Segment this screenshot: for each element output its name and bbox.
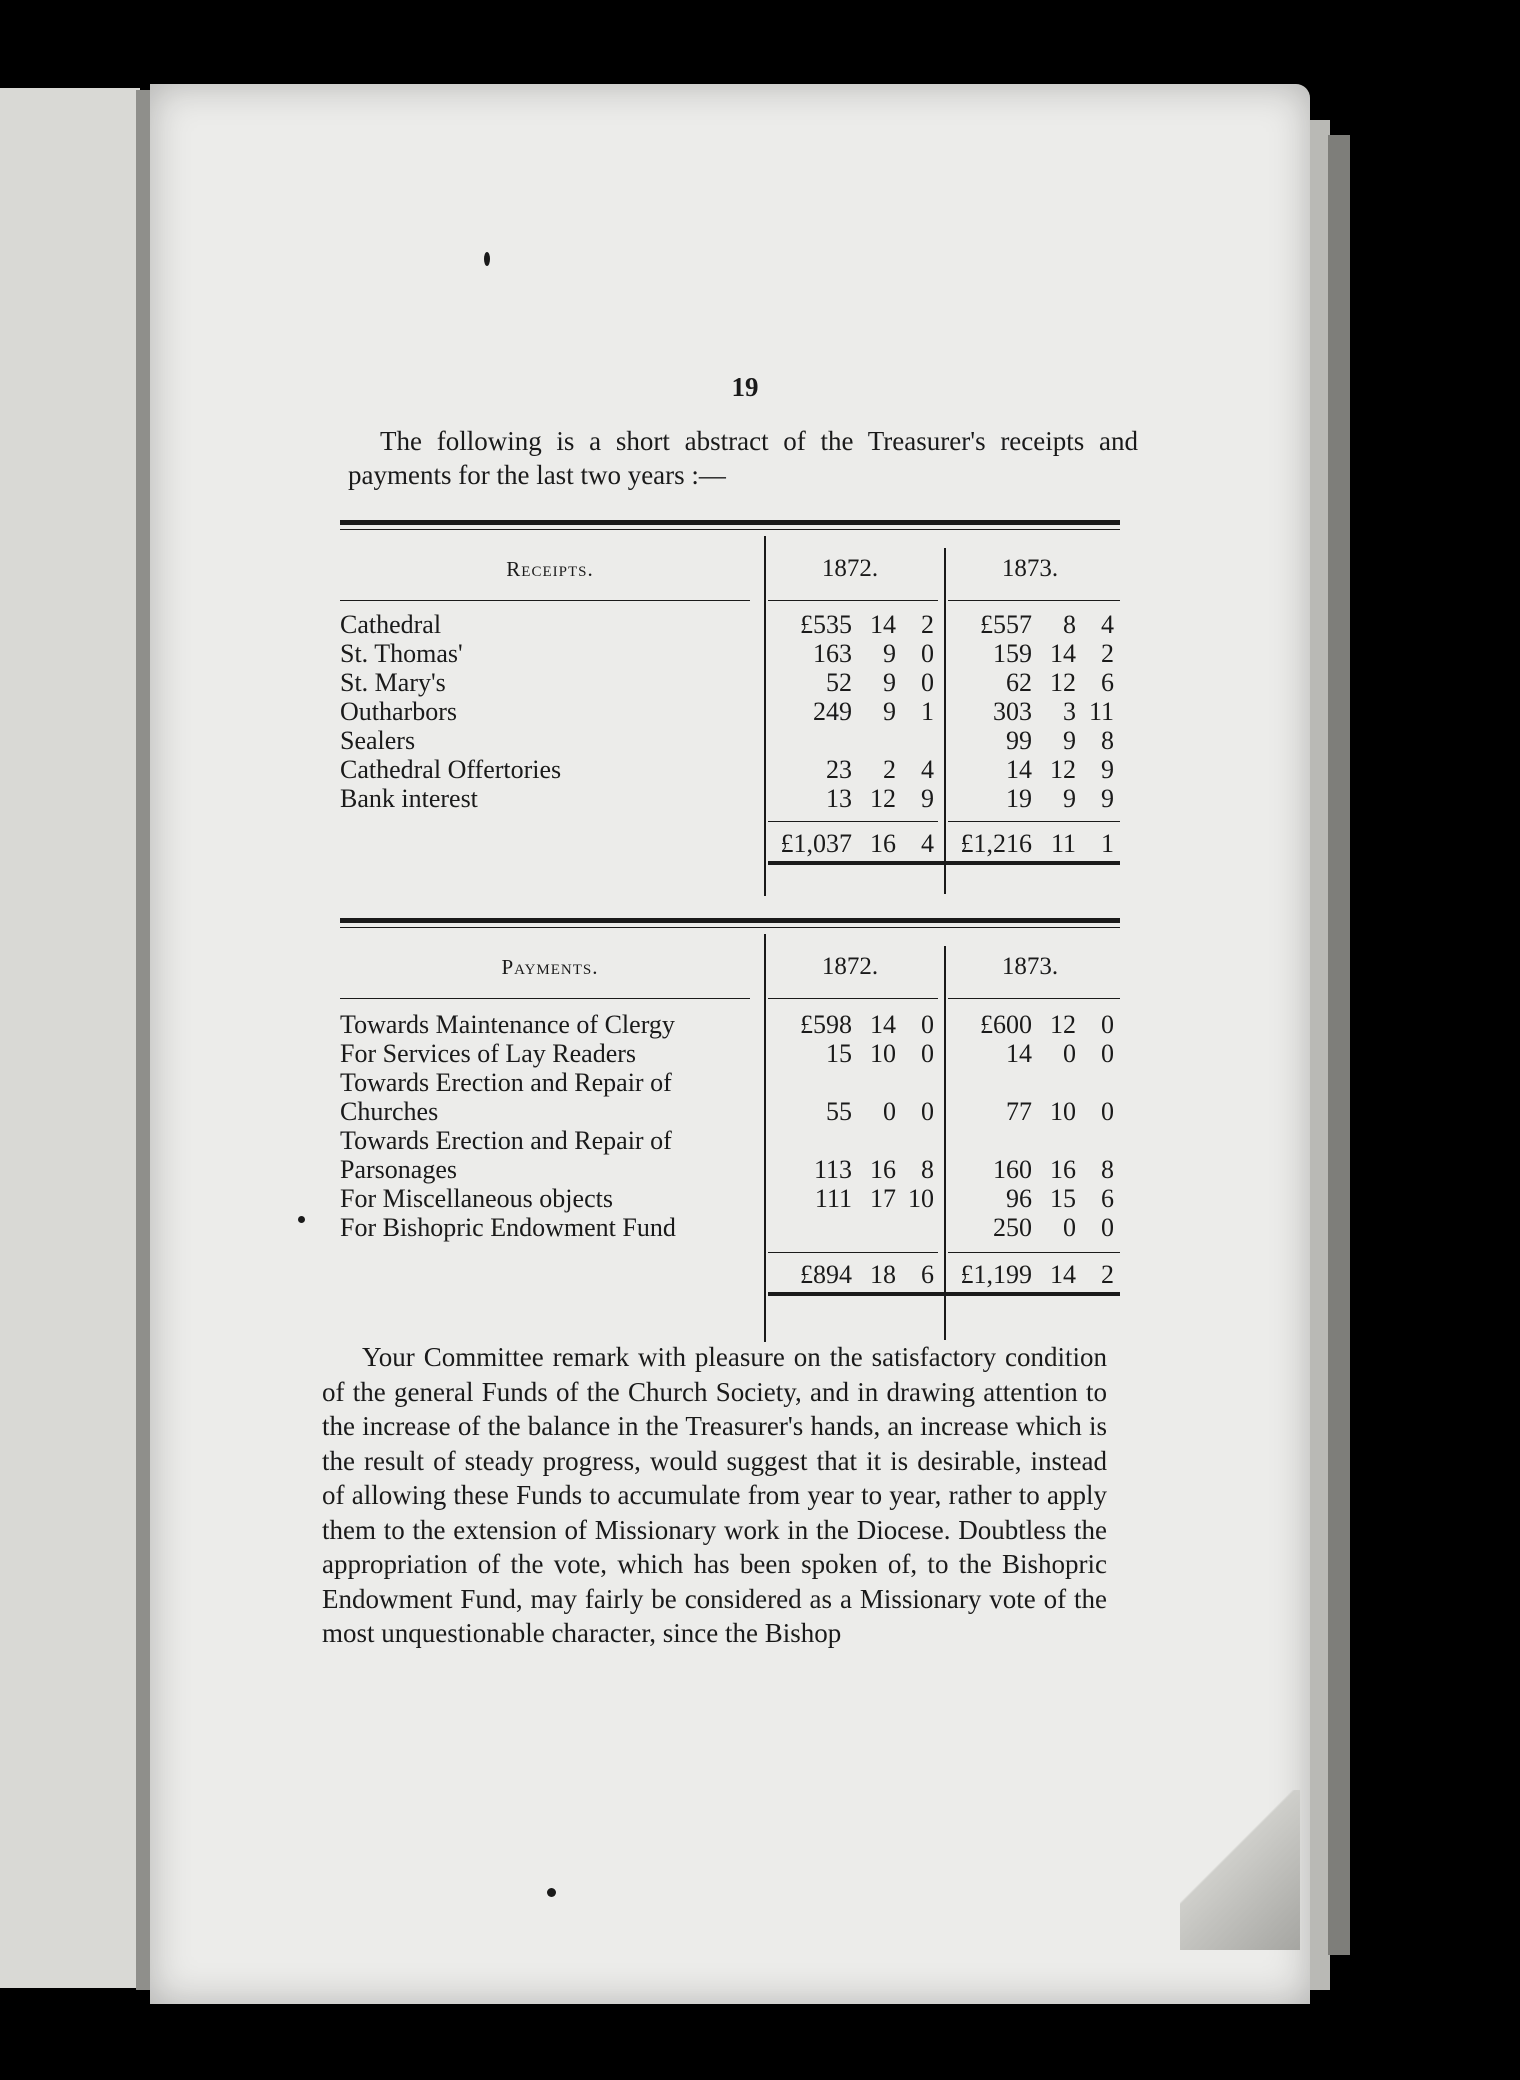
shillings-cell: 0 — [883, 1097, 896, 1126]
shillings-cell: 2 — [883, 755, 896, 784]
row-label-text: St. Mary's — [340, 668, 446, 697]
pounds-cell: 96 — [1006, 1184, 1032, 1213]
amount-y1872 — [760, 784, 940, 813]
sum-rule — [340, 1252, 1120, 1254]
shillings-cell: 12 — [1050, 1010, 1076, 1039]
row-label-text: Cathedral — [340, 610, 442, 639]
pence-cell: 0 — [1101, 1039, 1114, 1068]
amount-y1872 — [760, 1213, 940, 1242]
amount-y1873 — [940, 1039, 1120, 1068]
pence-cell: 2 — [921, 610, 934, 639]
total-pounds: £1,216 — [960, 829, 1032, 858]
pounds-cell: 250 — [993, 1213, 1032, 1242]
pence-cell: 0 — [1101, 1010, 1114, 1039]
row-label-text: Parsonages — [340, 1155, 457, 1184]
total-pounds: £894 — [800, 1260, 852, 1289]
table-row — [340, 1039, 1120, 1068]
row-label-text: For Bishopric Endowment Fund — [340, 1213, 676, 1242]
row-label — [340, 784, 760, 813]
payments-total-row — [340, 1258, 1120, 1292]
shillings-cell — [852, 1068, 896, 1097]
table-row — [340, 610, 1120, 639]
amount-y1873 — [940, 784, 1120, 813]
row-label — [340, 726, 760, 755]
pounds-cell — [768, 1068, 852, 1097]
amount-y1872 — [760, 755, 940, 784]
pounds-cell — [768, 726, 852, 755]
total-shillings: 14 — [1050, 1260, 1076, 1289]
total-pence: 4 — [921, 829, 934, 858]
row-label — [340, 1068, 760, 1097]
pence-cell: 6 — [1101, 668, 1114, 697]
amount-y1872 — [760, 668, 940, 697]
row-label — [340, 1184, 760, 1213]
amount-y1872 — [760, 1126, 940, 1155]
pence-cell: 9 — [1101, 755, 1114, 784]
column-divider — [944, 946, 946, 1340]
amount-y1873 — [940, 697, 1120, 726]
shillings-cell: 14 — [1050, 639, 1076, 668]
table-row — [340, 784, 1120, 813]
pounds-cell: 303 — [993, 697, 1032, 726]
pounds-cell: 113 — [813, 1155, 852, 1184]
shillings-cell: 10 — [1050, 1097, 1076, 1126]
sum-rule — [340, 821, 1120, 823]
pounds-cell: 249 — [813, 697, 852, 726]
pounds-cell — [768, 1126, 852, 1155]
ink-speck — [484, 252, 490, 266]
pence-cell: 0 — [921, 1010, 934, 1039]
amount-y1873 — [940, 1097, 1120, 1126]
amount-y1872 — [760, 1039, 940, 1068]
row-label — [340, 639, 760, 668]
shillings-cell: 15 — [1050, 1184, 1076, 1213]
total-double-rule — [340, 861, 1120, 867]
payments-heading: Payments. — [501, 954, 599, 979]
pounds-cell: £557 — [980, 610, 1032, 639]
row-label-text: St. Thomas' — [340, 639, 463, 668]
pounds-cell: 14 — [1006, 755, 1032, 784]
row-label-text: Bank interest — [340, 784, 478, 813]
amount-y1873 — [940, 1010, 1120, 1039]
intro-paragraph: The following is a short abstract of the Treasurer's receipts and payments for the last two years :— — [348, 426, 1138, 490]
pounds-cell: 52 — [826, 668, 852, 697]
row-label-text: Cathedral Offertories — [340, 755, 562, 784]
payments-header — [340, 936, 1120, 998]
ink-speck — [547, 1888, 556, 1897]
shillings-cell: 9 — [883, 639, 896, 668]
row-label-text: Sealers — [340, 726, 416, 755]
total-double-rule — [340, 1292, 1120, 1298]
shillings-cell: 10 — [870, 1039, 896, 1068]
pence-cell: 11 — [1088, 697, 1114, 726]
total-pence: 1 — [1101, 829, 1114, 858]
shillings-cell: 9 — [1063, 784, 1076, 813]
shillings-cell — [852, 726, 896, 755]
total-shillings: 18 — [870, 1260, 896, 1289]
pence-cell — [1076, 1068, 1114, 1097]
pence-cell: 1 — [921, 697, 934, 726]
amount-y1872 — [760, 610, 940, 639]
header-underline — [340, 600, 1120, 602]
payments-total-1873 — [940, 1258, 1120, 1292]
shillings-cell — [852, 1213, 896, 1242]
shillings-cell — [852, 1126, 896, 1155]
page-stack-edge-dark — [1328, 135, 1350, 1955]
amount-y1873 — [940, 639, 1120, 668]
table-row — [340, 639, 1120, 668]
amount-y1873 — [940, 755, 1120, 784]
shillings-cell: 9 — [883, 668, 896, 697]
table-row — [340, 726, 1120, 755]
pence-cell: 8 — [921, 1155, 934, 1184]
shillings-cell: 14 — [870, 1010, 896, 1039]
pounds-cell — [948, 1068, 1032, 1097]
column-divider — [764, 536, 766, 896]
pounds-cell: £600 — [980, 1010, 1032, 1039]
total-pounds: £1,199 — [960, 1260, 1032, 1289]
row-label-text: Outharbors — [340, 697, 457, 726]
left-page — [0, 88, 140, 1988]
amount-y1872 — [760, 1010, 940, 1039]
shillings-cell: 9 — [1063, 726, 1076, 755]
receipts-header — [340, 538, 1120, 600]
table-row — [340, 1068, 1120, 1097]
pounds-cell: 163 — [813, 639, 852, 668]
shillings-cell: 12 — [1050, 755, 1076, 784]
pence-cell: 0 — [1101, 1097, 1114, 1126]
shillings-cell: 3 — [1063, 697, 1076, 726]
pounds-cell: 15 — [826, 1039, 852, 1068]
amount-y1873 — [940, 726, 1120, 755]
shillings-cell: 0 — [1063, 1213, 1076, 1242]
pounds-cell: 13 — [826, 784, 852, 813]
pence-cell — [896, 1068, 934, 1097]
table-row — [340, 1126, 1120, 1155]
page-number: 19 — [731, 372, 759, 402]
table-row — [340, 1184, 1120, 1213]
table-row — [340, 1097, 1120, 1126]
pounds-cell: 14 — [1006, 1039, 1032, 1068]
shillings-cell: 16 — [1050, 1155, 1076, 1184]
row-label — [340, 1010, 760, 1039]
pounds-cell: 55 — [826, 1097, 852, 1126]
amount-y1873 — [940, 1126, 1120, 1155]
row-label — [340, 668, 760, 697]
row-label-text: For Miscellaneous objects — [340, 1184, 613, 1213]
row-label — [340, 755, 760, 784]
row-label-text: Towards Erection and Repair of — [340, 1126, 672, 1155]
table-top-rule — [340, 918, 1120, 923]
pence-cell — [896, 1213, 934, 1242]
row-label-text: Churches — [340, 1097, 439, 1126]
amount-y1873 — [940, 1155, 1120, 1184]
row-label — [340, 610, 760, 639]
payments-total-1872 — [760, 1258, 940, 1292]
ink-speck — [298, 1216, 305, 1223]
receipts-total-1872 — [760, 827, 940, 861]
closing-paragraph: Your Committee remark with pleasure on the satisfactory condition of the general Funds of the Church Society, and in drawing attention to the increase of the balance in the Treasurer's hands, an increase which is the result of steady progress, would suggest that it is desirable, instead of allowing these Funds to accumulate from year to year, rather to apply them to the extension of Missionary work in the Diocese. Doubtless the appropriation of the vote, which has been spoken of, to the Bishopric Endowment Fund, may fairly be considered as a Missionary vote of the most unquestionable character, since the Bishop — [322, 1342, 1107, 1648]
shillings-cell: 16 — [870, 1155, 896, 1184]
amount-y1873 — [940, 1213, 1120, 1242]
total-pence: 2 — [1101, 1260, 1114, 1289]
pence-cell: 0 — [921, 1097, 934, 1126]
pence-cell — [896, 726, 934, 755]
pence-cell: 9 — [921, 784, 934, 813]
pounds-cell: £598 — [800, 1010, 852, 1039]
pounds-cell: 159 — [993, 639, 1032, 668]
pence-cell: 4 — [1101, 610, 1114, 639]
pence-cell: 10 — [908, 1184, 934, 1213]
pounds-cell — [768, 1213, 852, 1242]
row-label — [340, 1097, 760, 1126]
table-top-rule-thin — [340, 529, 1120, 530]
receipts-heading: Receipts. — [506, 556, 594, 581]
pence-cell: 0 — [921, 668, 934, 697]
pence-cell: 2 — [1101, 639, 1114, 668]
shillings-cell: 12 — [870, 784, 896, 813]
column-divider — [764, 934, 766, 1342]
amount-y1872 — [760, 1184, 940, 1213]
shillings-cell — [1032, 1126, 1076, 1155]
payments-year-1873: 1873. — [1001, 953, 1059, 980]
amount-y1872 — [760, 697, 940, 726]
table-row — [340, 1155, 1120, 1184]
amount-y1872 — [760, 1097, 940, 1126]
shillings-cell: 9 — [883, 697, 896, 726]
receipts-rows — [340, 602, 1120, 813]
pence-cell — [896, 1126, 934, 1155]
payments-table — [340, 918, 1120, 1298]
pounds-cell: 77 — [1006, 1097, 1032, 1126]
table-row — [340, 1213, 1120, 1242]
total-pence: 6 — [921, 1260, 934, 1289]
amount-y1873 — [940, 610, 1120, 639]
amount-y1873 — [940, 1068, 1120, 1097]
pence-cell: 8 — [1101, 1155, 1114, 1184]
amount-y1872 — [760, 726, 940, 755]
shillings-cell: 8 — [1063, 610, 1076, 639]
amount-y1873 — [940, 1184, 1120, 1213]
payments-year-1872: 1872. — [821, 953, 879, 980]
pounds-cell: 19 — [1006, 784, 1032, 813]
pounds-cell — [948, 1126, 1032, 1155]
table-row — [340, 755, 1120, 784]
folded-corner — [1180, 1790, 1300, 1950]
shillings-cell: 14 — [870, 610, 896, 639]
pence-cell: 6 — [1101, 1184, 1114, 1213]
row-label — [340, 1126, 760, 1155]
receipts-year-1873: 1873. — [1001, 555, 1059, 582]
shillings-cell: 12 — [1050, 668, 1076, 697]
total-shillings: 16 — [870, 829, 896, 858]
table-top-rule — [340, 520, 1120, 525]
receipts-table — [340, 520, 1120, 867]
pence-cell: 9 — [1101, 784, 1114, 813]
pounds-cell: £535 — [800, 610, 852, 639]
amount-y1873 — [940, 668, 1120, 697]
pounds-cell: 99 — [1006, 726, 1032, 755]
row-label-text: Towards Erection and Repair of — [340, 1068, 672, 1097]
pounds-cell: 111 — [814, 1184, 852, 1213]
row-label — [340, 1213, 760, 1242]
pence-cell: 4 — [921, 755, 934, 784]
row-label — [340, 1155, 760, 1184]
pounds-cell: 23 — [826, 755, 852, 784]
pence-cell: 0 — [921, 1039, 934, 1068]
table-top-rule-thin — [340, 927, 1120, 928]
row-label — [340, 1039, 760, 1068]
amount-y1872 — [760, 639, 940, 668]
row-label-text: For Services of Lay Readers — [340, 1039, 637, 1068]
shillings-cell: 0 — [1063, 1039, 1076, 1068]
header-underline — [340, 998, 1120, 1000]
payments-rows — [340, 1000, 1120, 1242]
row-label — [340, 697, 760, 726]
shillings-cell — [1032, 1068, 1076, 1097]
receipts-total-1873 — [940, 827, 1120, 861]
column-divider — [944, 548, 946, 894]
pounds-cell: 62 — [1006, 668, 1032, 697]
shillings-cell: 17 — [870, 1184, 896, 1213]
pence-cell: 0 — [1101, 1213, 1114, 1242]
pence-cell — [1076, 1126, 1114, 1155]
table-row — [340, 668, 1120, 697]
amount-y1872 — [760, 1155, 940, 1184]
pounds-cell: 160 — [993, 1155, 1032, 1184]
row-label-text: Towards Maintenance of Clergy — [340, 1010, 675, 1039]
table-row — [340, 697, 1120, 726]
pence-cell: 0 — [921, 639, 934, 668]
total-pounds: £1,037 — [780, 829, 852, 858]
table-row — [340, 1010, 1120, 1039]
receipts-year-1872: 1872. — [821, 555, 879, 582]
pence-cell: 8 — [1101, 726, 1114, 755]
total-shillings: 11 — [1050, 829, 1076, 858]
receipts-total-row — [340, 827, 1120, 861]
amount-y1872 — [760, 1068, 940, 1097]
